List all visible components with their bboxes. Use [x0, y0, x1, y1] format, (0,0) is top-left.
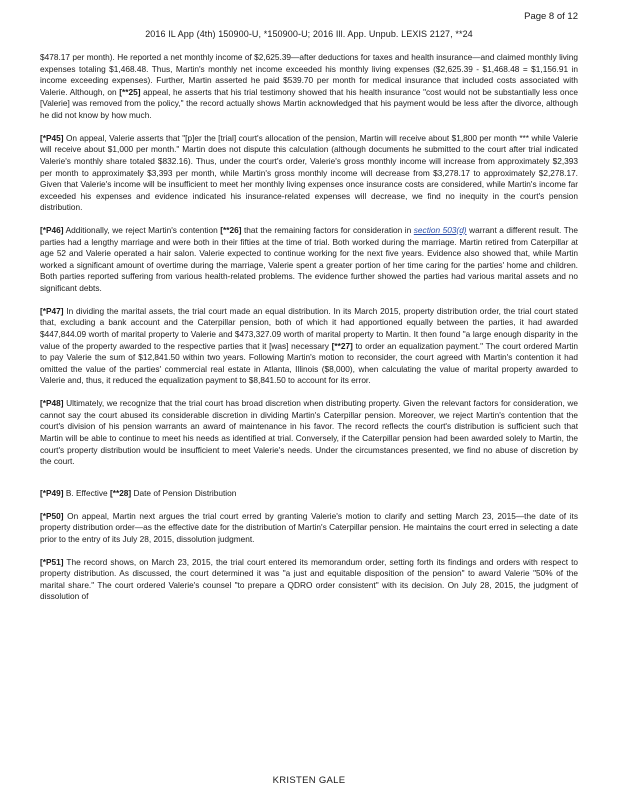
paragraph-text: Ultimately, we recognize that the trial court has broad discretion when distributing property. Given the relevant factors for consideration, we cannot say the court abused its considerable discretion in dividing Martin's Caterpillar pension. Moreover, we reject Martin's contention that the court's division of his pension warrants an award of maintenance in his favor. The record reflects the court's distribution is sufficient such that Martin will be able to continue to meet his needs as identified at trial. Conversely, if the Caterpillar pension had been awarded solely to Martin, the court's property distribution would be insufficient to meet Valerie's needs. Under the circumstances presented, we find no abuse of discretion by the court.: [40, 398, 578, 467]
page-number: Page 8 of 12: [524, 11, 578, 22]
paragraph-text: On appeal, Martin next argues the trial court erred by granting Valerie's motion to clarify and setting March 23, 2015—the date of its property distribution order—as the effective date for the distribution of Martin's Caterpillar pension. He maintains the court erred in selecting a date prior to the entry of its July 28, 2015, dissolution judgment.: [40, 510, 578, 544]
paragraph-p45: [40, 133, 578, 214]
heading-text: B. Effective: [63, 487, 110, 498]
paragraph-tag: [*P47]: [40, 305, 64, 316]
running-citation: 2016 IL App (4th) 150900-U, *150900-U; 2016 Ill. App. Unpub. LEXIS 2127, **24: [145, 29, 473, 39]
paragraph-p48: [40, 398, 578, 468]
paragraph-tag: [*P45]: [40, 132, 64, 143]
paragraph-tag: [*P48]: [40, 398, 64, 409]
paragraph-p50: [40, 511, 578, 546]
paragraph-intro: [40, 52, 578, 122]
paragraph-text: warrant a different result. The parties had a lengthy marriage and were both in their fifties at the time of trial. Both worked during the marriage. Martin retired from Caterpillar at age 52 and Valerie operated a hair salon. Valerie expected to continue working for the next five years. Evidence also showed that, while Martin worked a significant amount of overtime during the marriage, Valerie spent a greater portion of her time caring for the parties' home and children. Both parties reported suffering from various health-related problems. The evidence further showed the parties had various marital assets and no significant debts.: [40, 225, 578, 294]
heading-text: Date of Pension Distribution: [131, 487, 237, 498]
star-page-marker: [**28]: [109, 487, 132, 498]
opinion-body: [40, 52, 578, 614]
paragraph-text: to order an equalization payment." The court ordered Martin to pay Valerie the sum of $12,841.50 within two years. Following Martin's motion to reconsider, the court agreed with Martin's contention it had omitted the value of the parties' commercial real estate in Atlanta, Illinois ($8,000), when calculating the value of marital property awarded to Valerie and, thus, it reduced the equalization payment to $8,841.50 to account for its error.: [40, 340, 578, 386]
section-heading: [40, 488, 578, 500]
star-page-marker: [**25]: [119, 86, 141, 97]
paragraph-text: In dividing the marital assets, the trial court made an equal distribution. In its March 2015, property distribution order, the trial court stated that, excluding a bank account and the Caterpillar pension, both of which it had apportioned equally between the parties, it had awarded $447,844.09 worth of marital property to Valerie and $473,327.09 worth of marital property to Martin. It then found "a large enough disparity in the value of the property awarded to the respective parties that it [was] necessary: [40, 305, 578, 351]
star-page-marker: [**27]: [331, 340, 353, 351]
paragraph-p47: [40, 306, 578, 387]
paragraph-tag: [*P50]: [40, 510, 64, 521]
paragraph-text: Additionally, we reject Martin's contention: [63, 225, 221, 236]
paragraph-tag: [*P46]: [40, 225, 64, 236]
paragraph-p51: [40, 557, 578, 603]
page-footer: KRISTEN GALE: [272, 775, 346, 786]
paragraph-text: $478.17 per month). He reported a net monthly income of $2,625.39—after deductions for taxes and health insurance—and claimed monthly living expenses totaling $1,468.48. Thus, Martin's monthly net income exceeded his monthly living expenses ($2,625.39 - $1,468.48 = $1,156.91 in income exceeding expenses). Further, Martin asserted he paid $539.70 per month for medical insurance that included costs associated with Valerie. Although, on: [40, 52, 578, 97]
paragraph-text: The record shows, on March 23, 2015, the trial court entered its memorandum order, setting forth its findings and orders with respect to property distribution. As discussed, the court determined it was "a just and equitable disposition of the pension" to award Valerie "50% of the marital share." The court ordered Valerie's counsel "to prepare a QDRO order consistent" with its decision. On July 28, 2015, the judgment of dissolution of: [40, 556, 578, 602]
star-page-marker: [**26]: [220, 225, 242, 236]
paragraph-tag: [*P49]: [40, 487, 64, 498]
statute-link[interactable]: section 503(d): [413, 225, 467, 236]
paragraph-text: On appeal, Valerie asserts that "[p]er the [trial] court's allocation of the pension, Martin will receive about $1,800 per month *** while Valerie will receive about $1,000 per month." Martin does not dispute this calculation (although documents he submitted to the court after trial indicated Valerie's monthly share totaled $832.16). Thus, under the court's order, Valerie's gross monthly income will increase from approximately $2,393 per month to approximately $3,393 per month, while Martin's gross monthly income will decrease from $3,278.17 to approximately $2,278.17. Given that Valerie's income will be insufficient to meet her monthly living expenses once insurance costs are considered, while Martin's income far exceeded his expenses and evidence indicated his insurance-related expenses will decrease, we find no inequity in the court's pension distribution.: [40, 132, 578, 213]
paragraph-text: that the remaining factors for consideration in: [241, 225, 414, 236]
paragraph-text: appeal, he asserts that his trial testimony showed that his health insurance "cost would not be substantially less once [Valerie] was removed from the policy," the record actually shows Martin acknowledged that his payment would be less after the divorce, although he did not know by how much.: [40, 86, 578, 120]
paragraph-p46: [40, 225, 578, 295]
paragraph-tag: [*P51]: [40, 556, 64, 567]
